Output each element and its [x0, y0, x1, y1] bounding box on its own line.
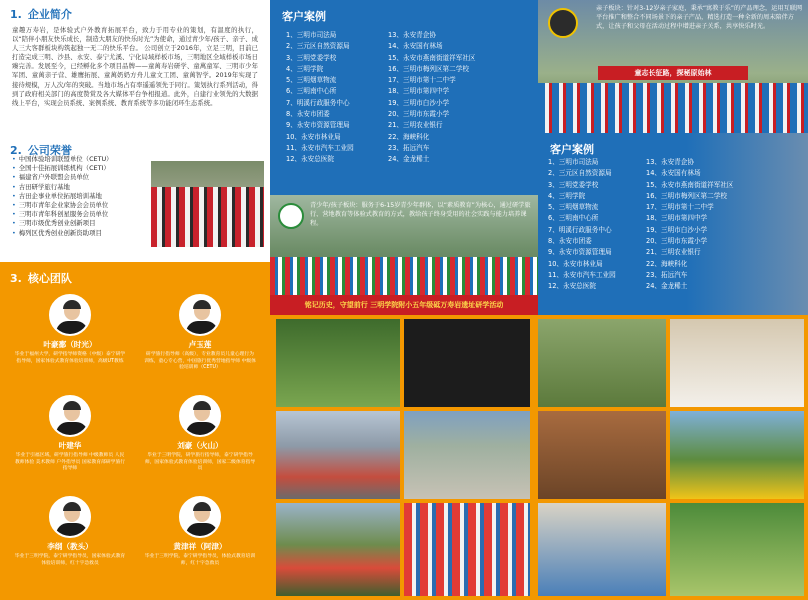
parent-child-photo-panel: [538, 0, 808, 133]
case-item: 11、永安市汽车工业园: [286, 143, 354, 152]
case-item: 23、拓远汽车: [388, 143, 430, 152]
case-item: 16、三明市梅列区第二学校: [388, 64, 469, 73]
case-item: 6、三明南中心所: [286, 87, 337, 96]
case-item: 15、永安市燕南街道祥军社区: [388, 53, 476, 62]
avatar: [179, 395, 221, 437]
team-member: [140, 395, 260, 473]
cases-panel-a: [270, 0, 538, 195]
team-panel: [0, 262, 270, 600]
member-desc: 毕业于三明学院，研学旅行指导师，泰宁研学指导师，国家体验式教育体验培训师，国家二级体育指导员: [144, 453, 256, 472]
photo-gallery: [270, 315, 808, 600]
cases-column: [548, 157, 616, 293]
case-item: 2、三元区自然资源局: [548, 169, 612, 178]
member-name: 卢玉莲: [188, 340, 212, 349]
case-item: 2、三元区自然资源局: [286, 42, 350, 51]
logo-badge: [278, 203, 304, 229]
section-title: 企业简介: [27, 8, 72, 21]
gallery-photo: [404, 503, 530, 596]
member-desc: 毕业于三明学院，泰宁研学指导员，体验式教育培训师，红十字急救员: [144, 554, 256, 566]
honor-item: • 中国体验培训联盟单位（CETU）: [12, 155, 147, 164]
case-item: 9、永安市资源管理局: [548, 248, 612, 257]
case-item: 15、永安市燕南街道祥军社区: [646, 180, 734, 189]
case-item: 21、三明农业银行: [646, 248, 701, 257]
gallery-photo: [276, 319, 400, 407]
avatar: [179, 496, 221, 538]
honor-item: • 三明市青年科创星服务会员单位: [12, 210, 147, 219]
case-item: 4、三明学院: [548, 191, 586, 200]
honor-item: • 古田企事业单位拓展培训基地: [12, 192, 147, 201]
member-name: 刘豪（火山）: [177, 441, 223, 450]
case-item: 17、三明市第十二中学: [646, 203, 714, 212]
case-item: 8、永安市团委: [548, 237, 592, 246]
case-item: 5、三明烟草物流: [286, 76, 337, 85]
cases-column: [646, 157, 734, 293]
case-item: 18、三明市第四中学: [388, 87, 450, 96]
cases-title: 客户案例: [550, 143, 594, 156]
case-item: 19、三明市白沙小学: [388, 98, 450, 107]
company-intro-panel: [0, 0, 270, 262]
member-desc: 毕业于三明学院，泰宁研学指导员，国家体验式教育体验培训师，红十字急救员: [14, 554, 126, 566]
section-title: 公司荣誉: [27, 144, 72, 157]
company-intro-heading: [0, 0, 270, 22]
case-item: 12、永安总医院: [286, 155, 334, 164]
avatar: [49, 395, 91, 437]
section-title: 核心团队: [27, 272, 72, 285]
case-item: 17、三明市第十二中学: [388, 76, 456, 85]
gallery-photo: [538, 503, 666, 596]
team-heading: [0, 262, 270, 286]
banner-text: 铭记历史，守望前行 三明学院附小五年级砥万寿岩遗址研学活动: [304, 301, 504, 309]
honor-item: • 梅列区优秀创业创新资助项目: [12, 229, 147, 238]
honor-item: • 福建省户外联盟会员单位: [12, 173, 147, 182]
case-item: 23、拓远汽车: [646, 270, 688, 279]
case-item: 3、三明党委学校: [548, 180, 599, 189]
gallery-photo: [276, 411, 400, 499]
case-item: 3、三明党委学校: [286, 53, 337, 62]
case-item: 18、三明市第四中学: [646, 214, 708, 223]
member-desc: 研学旅行指导师（高级），专业教育员儿童心理行为训练，童心专心营，中国旅行优秀营地指导师 中级体验培训师（CETU）: [144, 352, 256, 371]
case-item: 14、永安国有林场: [646, 169, 701, 178]
case-item: 22、海峡科化: [388, 132, 430, 141]
case-item: 4、三明学院: [286, 64, 324, 73]
case-item: 20、三明市东霞小学: [646, 237, 708, 246]
cases-column: [388, 30, 476, 166]
avatar: [49, 496, 91, 538]
gallery-photo: [404, 319, 530, 407]
honor-list: [12, 155, 147, 238]
cases-title: 客户案例: [282, 10, 326, 23]
avatar: [49, 294, 91, 336]
honor-item: • 三明市级优秀创业创新项目: [12, 219, 147, 228]
gallery-photo: [670, 411, 804, 499]
case-item: 19、三明市白沙小学: [646, 225, 708, 234]
case-item: 20、三明市东霞小学: [388, 110, 450, 119]
case-item: 5、三明烟草物流: [548, 203, 599, 212]
honor-item: • 三明市青年企业家协会会员单位: [12, 201, 147, 210]
team-member: [140, 496, 260, 567]
member-name: 叶建华: [58, 441, 82, 450]
youth-text: 青少年/孩子板块：服务于6-15岁青少年群体，以“素质教育”为核心，通过研学旅行、营地教育等体验式教育的方式，教给孩子终身受用的社会实践与能力培养课程。: [310, 202, 531, 227]
case-item: 24、金龙稀土: [646, 282, 688, 291]
gallery-photo: [538, 411, 666, 499]
case-item: 24、金龙稀土: [388, 155, 430, 164]
team-member: [10, 496, 130, 567]
case-item: 11、永安市汽车工业园: [548, 270, 616, 279]
case-item: 7、明溪行政服务中心: [286, 98, 350, 107]
case-item: 10、永安市林业局: [548, 259, 603, 268]
team-member: [10, 395, 130, 473]
case-item: 22、海峡科化: [646, 259, 688, 268]
honor-group-photo: [150, 160, 265, 248]
honor-item: • 全国十佳拓展训练机构（CETI）: [12, 164, 147, 173]
avatar: [179, 294, 221, 336]
gallery-photo: [404, 411, 530, 499]
cases-panel-b: [538, 133, 808, 315]
case-item: 21、三明农业银行: [388, 121, 443, 130]
section-number: 1.: [10, 7, 22, 21]
youth-photo-panel: [270, 195, 538, 315]
logo-badge: [548, 8, 578, 38]
gallery-photo: [276, 503, 400, 596]
cases-column: [286, 30, 354, 166]
team-member: [10, 294, 130, 365]
case-item: 13、永安青企协: [388, 31, 436, 39]
case-item: 1、三明市司法局: [548, 158, 599, 166]
case-item: 14、永安国有林场: [388, 42, 443, 51]
parent-child-text: 亲子板块：针对3-12岁亲子家庭，秉承“寓教于乐”的产品理念，运用互联网平台推广和整合不同场景下的亲子产品，精选打造一种全新的周末陪伴方式，让孩子和父母在活动过程中增进亲子关系，共享快乐时光。: [596, 5, 803, 30]
company-intro-text: 童趣万寿岩，是体验式户外教育拓展平台，致力于用专业的策划，有温度的执行，以“陪伴小朋友快乐成长，制造大朋友的快乐时光”为使命，通过青少年/孩子、亲子、成人三大客群板块构筑起独一无二的快乐平台。 公司创立于2016年，立足三明，目前已打造完成三明、沙县、永安、泰宁尤溪、宁化局域样板市场，三明地区全域样板市场日臻完善。发展至今，已经孵化多个项目品牌——童萬寿岩研学、童萬童军、三明市少年军团、童萬亲子营、雄鹰拓展、童萬奶奶方舟儿童文工团、童萬智学。2019年实现了接待规模，万人次/年的突破。当地市场占有率遥遥领先于同行。策划执行系列活动，得到了政府相关部门的高度赞赏及各大媒体平台争相报道。此外，自建行业领先的大数据线上平台，实现会员系统、案例系统、教育系统等多功能闭环生态系统。: [12, 26, 258, 107]
case-item: 8、永安市团委: [286, 110, 330, 119]
gallery-photo: [538, 319, 666, 407]
event-banner: [270, 295, 538, 315]
case-item: 10、永安市林业局: [286, 132, 341, 141]
parent-banner: [598, 66, 748, 80]
case-item: 13、永安青企协: [646, 158, 694, 166]
member-desc: 毕业于引福区域，研学旅行指导师 中级教师员 人民教师体验 美术教师 户外指导员 国家教育部研学旅行指导师: [14, 453, 126, 472]
case-item: 1、三明市司法局: [286, 31, 337, 39]
honor-item: • 古田研学旅行基地: [12, 183, 147, 192]
case-item: 7、明溪行政服务中心: [548, 225, 612, 234]
member-desc: 毕业于福州大学，研学指导师资格（中级）泰宁研学指导师，国家体验式教育体验培训师，高级UT教练: [14, 352, 126, 364]
section-number: 2.: [10, 143, 22, 157]
banner-text: 童志长征路，探秘原始林: [634, 69, 712, 77]
case-item: 6、三明南中心所: [548, 214, 599, 223]
member-name: 叶豪鄱（时光）: [43, 340, 97, 349]
member-name: 黄津祥（阿津）: [173, 542, 227, 551]
section-number: 3.: [10, 271, 22, 285]
team-member: [140, 294, 260, 372]
case-item: 16、三明市梅列区第二学校: [646, 191, 727, 200]
case-item: 12、永安总医院: [548, 282, 596, 291]
gallery-photo: [670, 503, 804, 596]
gallery-photo: [670, 319, 804, 407]
case-item: 9、永安市资源管理局: [286, 121, 350, 130]
member-name: 李纲（教头）: [47, 542, 93, 551]
